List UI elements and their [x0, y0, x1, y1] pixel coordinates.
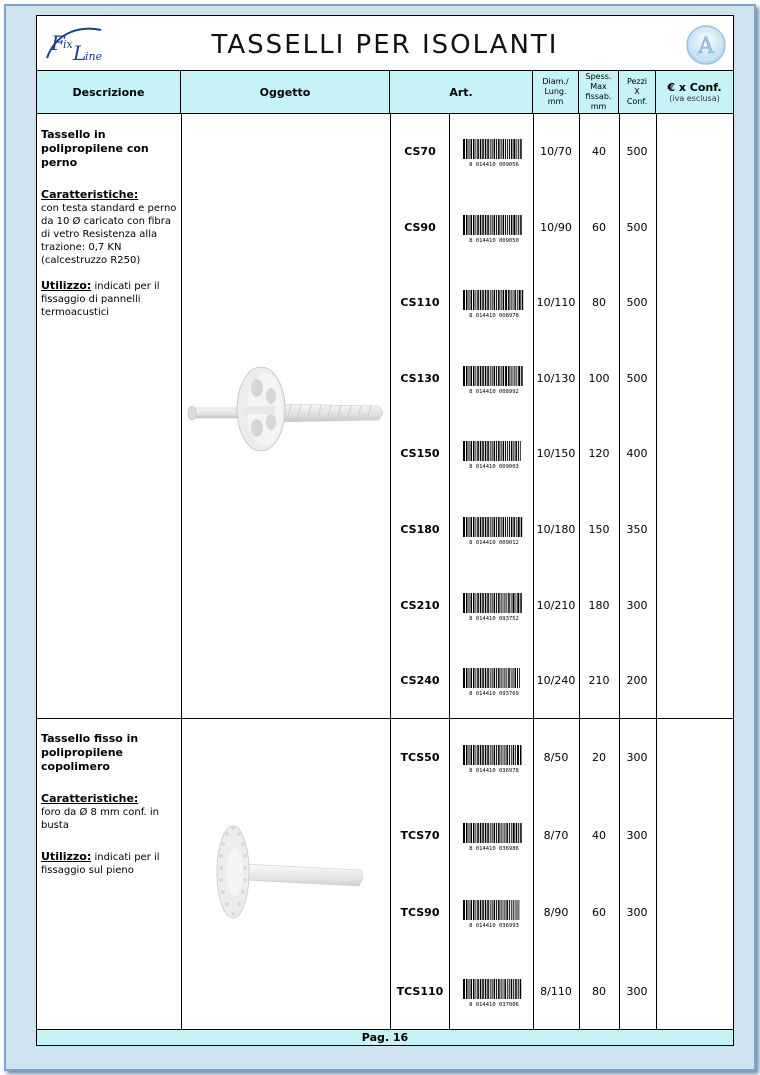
diameter-length: 10/210	[536, 599, 576, 612]
barcode	[457, 137, 531, 167]
max-thickness: 120	[588, 447, 610, 460]
article-code: CS150	[400, 447, 440, 460]
page-title: TASSELLI PER ISOLANTI	[211, 30, 559, 60]
page-number: Pag. 16	[37, 1029, 733, 1045]
diameter-length: 10/110	[536, 296, 576, 309]
barcode	[457, 898, 531, 928]
group-1-carat-label: Caratteristiche:	[41, 188, 139, 201]
table-row	[391, 137, 733, 167]
svg-text:8 014410 008978: 8 014410 008978	[469, 313, 519, 318]
max-thickness: 40	[592, 829, 606, 842]
group-2-util-label: Utilizzo:	[41, 850, 92, 863]
diameter-length: 8/50	[543, 751, 569, 764]
group-1-util-text: indicati per il fissaggio di pannelli termoacustici	[41, 281, 160, 318]
svg-text:8 014410 036993: 8 014410 036993	[469, 923, 519, 928]
diameter-length: 10/180	[536, 523, 576, 536]
table-row	[391, 821, 733, 851]
table-row	[391, 439, 733, 469]
article-code: CS130	[400, 372, 440, 385]
pieces-per-pack: 300	[626, 985, 648, 998]
svg-text:8 014410 009003: 8 014410 009003	[469, 464, 519, 469]
table-row	[391, 591, 733, 621]
group-1-util-label: Utilizzo:	[41, 279, 92, 292]
max-thickness: 60	[592, 906, 606, 919]
svg-text:8 014410 009012: 8 014410 009012	[469, 540, 519, 545]
group-2-util-text: indicati per il fissaggio sul pieno	[41, 852, 160, 876]
svg-text:8 014410 036978: 8 014410 036978	[469, 768, 519, 773]
max-thickness: 60	[592, 221, 606, 234]
pieces-per-pack: 350	[626, 523, 648, 536]
col-spess: Spess. Max fissab. mm	[579, 71, 619, 114]
group-1-carat-text: con testa standard e perno da 10 Ø caricato con fibra di vetro Resistenza alla trazione: 0,7 KN (calcestruzzo R250)	[41, 203, 177, 266]
diameter-length: 10/70	[540, 145, 572, 158]
article-code: TCS90	[400, 906, 440, 919]
pieces-per-pack: 300	[626, 599, 648, 612]
diameter-length: 10/150	[536, 447, 576, 460]
table-row	[391, 288, 733, 318]
a-badge-icon	[685, 24, 727, 66]
fixed-dowel-image	[183, 816, 389, 926]
article-code: CS70	[404, 145, 436, 158]
table-row	[391, 364, 733, 394]
max-thickness: 180	[588, 599, 610, 612]
max-thickness: 100	[588, 372, 610, 385]
barcode	[457, 439, 531, 469]
table-row	[391, 898, 733, 928]
barcode	[457, 213, 531, 243]
diameter-length: 8/90	[543, 906, 569, 919]
article-code: CS240	[400, 674, 440, 687]
svg-text:ine: ine	[85, 50, 103, 63]
barcode	[457, 821, 531, 851]
svg-text:8 014410 037006: 8 014410 037006	[469, 1002, 519, 1007]
diameter-length: 10/130	[536, 372, 576, 385]
pieces-per-pack: 400	[626, 447, 648, 460]
group-2-description	[41, 732, 179, 889]
group-1-title: Tassello in polipropilene con perno	[41, 128, 149, 169]
svg-text:L: L	[73, 41, 87, 64]
barcode	[457, 591, 531, 621]
barcode	[457, 743, 531, 773]
article-code: CS180	[400, 523, 440, 536]
article-code: CS110	[400, 296, 440, 309]
pieces-per-pack: 500	[626, 372, 648, 385]
max-thickness: 150	[588, 523, 610, 536]
pieces-per-pack: 500	[626, 145, 648, 158]
svg-text:F: F	[51, 31, 65, 55]
article-code: TCS110	[396, 985, 444, 998]
barcode	[457, 977, 531, 1007]
max-thickness: 210	[588, 674, 610, 687]
group-1-description	[41, 128, 179, 331]
svg-text:8 014410 009050: 8 014410 009050	[469, 238, 519, 243]
max-thickness: 80	[592, 296, 606, 309]
table-row	[391, 515, 733, 545]
svg-text:A: A	[698, 34, 714, 59]
pieces-per-pack: 200	[626, 674, 648, 687]
pieces-per-pack: 300	[626, 751, 648, 764]
diameter-length: 8/70	[543, 829, 569, 842]
col-price: € x Conf. (iva esclusa)	[656, 71, 733, 114]
article-code: CS210	[400, 599, 440, 612]
col-diam: Diam./ Lung. mm	[533, 71, 579, 114]
title-bar	[37, 16, 733, 71]
article-code: TCS70	[400, 829, 440, 842]
table-row	[391, 213, 733, 243]
col-oggetto: Oggetto	[181, 71, 390, 114]
dowel-with-pin-image	[183, 356, 389, 456]
catalog-page	[36, 15, 734, 1046]
pieces-per-pack: 500	[626, 221, 648, 234]
svg-text:8 014410 009056: 8 014410 009056	[469, 162, 519, 167]
table-row	[391, 666, 733, 696]
table-row	[391, 977, 733, 1007]
barcode	[457, 288, 531, 318]
max-thickness: 80	[592, 985, 606, 998]
pieces-per-pack: 300	[626, 829, 648, 842]
max-thickness: 20	[592, 751, 606, 764]
svg-text:8 014410 093769: 8 014410 093769	[469, 691, 519, 696]
diameter-length: 8/110	[540, 985, 572, 998]
article-code: CS90	[404, 221, 436, 234]
group-2-carat-label: Caratteristiche:	[41, 792, 139, 805]
pieces-per-pack: 300	[626, 906, 648, 919]
group-2-title: Tassello fisso in polipropilene copolimero	[41, 732, 139, 773]
barcode	[457, 364, 531, 394]
barcode	[457, 666, 531, 696]
pieces-per-pack: 500	[626, 296, 648, 309]
col-descrizione: Descrizione	[37, 71, 181, 114]
article-code: TCS50	[400, 751, 440, 764]
group-2-carat-text: foro da Ø 8 mm conf. in busta	[41, 807, 159, 831]
svg-text:ix: ix	[63, 38, 73, 51]
svg-text:8 014410 008992: 8 014410 008992	[469, 389, 519, 394]
col-art: Art.	[390, 71, 533, 114]
diameter-length: 10/240	[536, 674, 576, 687]
svg-text:8 014410 093752: 8 014410 093752	[469, 616, 519, 621]
svg-text:8 014410 036986: 8 014410 036986	[469, 846, 519, 851]
col-pezzi: Pezzi X Conf.	[619, 71, 656, 114]
diameter-length: 10/90	[540, 221, 572, 234]
max-thickness: 40	[592, 145, 606, 158]
table-row	[391, 743, 733, 773]
barcode	[457, 515, 531, 545]
